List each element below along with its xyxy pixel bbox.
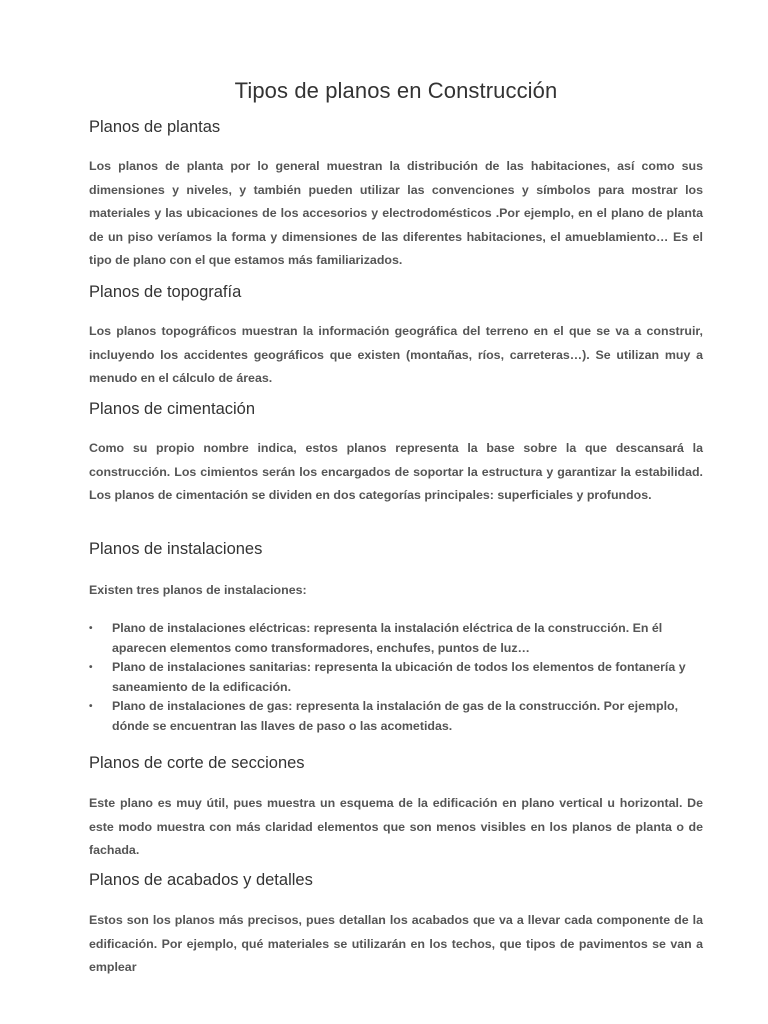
section-paragraph-topografia: Los planos topográficos muestran la información geográfica del terreno en el que se va a construir, incluyendo los accidentes geográficos que existen (montañas, ríos, carreteras…). Se utilizan muy a menudo en el cálculo de áreas. [89,324,703,385]
list-item-text: Plano de instalaciones eléctricas: representa la instalación eléctrica de la construcción. En él aparecen elementos como transformadores, enchufes, puntos de luz… [112,621,663,655]
section-heading-acabados: Planos de acabados y detalles [89,871,313,889]
list-item [89,697,703,736]
list-item-text: Plano de instalaciones sanitarias: representa la ubicación de todos los elementos de fontanería y saneamiento de la edificación. [112,660,686,694]
section-heading-instalaciones: Planos de instalaciones [89,540,263,558]
bullet-icon: • [89,701,93,712]
section-paragraph-corte-secciones: Este plano es muy útil, pues muestra un esquema de la edificación en plano vertical u horizontal. De este modo muestra con más claridad elementos que son menos visibles en los planos de planta o de fachada. [89,796,703,857]
section-heading-plantas: Planos de plantas [89,118,221,136]
section-paragraph-acabados: Estos son los planos más precisos, pues detallan los acabados que va a llevar cada componente de la edificación. Por ejemplo, qué materiales se utilizarán en los techos, que tipos de pavimentos se van a emplear [89,913,703,974]
list-item-text: Plano de instalaciones de gas: representa la instalación de gas de la construcción. Por ejemplo, dónde se encuentran las llaves de paso o las acometidas. [112,699,679,733]
list-item [89,619,703,658]
page-title: Tipos de planos en Construcción [234,78,558,103]
section-paragraph-instalaciones: Existen tres planos de instalaciones: [89,583,307,597]
list-item [89,658,703,697]
section-heading-corte-secciones: Planos de corte de secciones [89,754,305,772]
bullet-icon: • [89,662,93,673]
section-heading-topografia: Planos de topografía [89,283,242,301]
section-paragraph-cimentacion: Como su propio nombre indica, estos planos representa la base sobre la que descansará la construcción. Los cimientos serán los encargados de soportar la estructura y garantizar la estabilidad. Los planos de cimentación se dividen en dos categorías principales: superficiales y profundos. [89,441,703,502]
bullet-icon: • [89,623,93,634]
section-paragraph-plantas: Los planos de planta por lo general muestran la distribución de las habitaciones, así como sus dimensiones y niveles, y también pueden utilizar las convenciones y símbolos para mostrar los materiales y las ubicaciones de los accesorios y electrodomésticos .Por ejemplo, en el plano de planta de un piso veríamos la forma y dimensiones de las diferentes habitaciones, el amueblamiento… Es el tipo de plano con el que estamos más familiarizados. [89,159,703,267]
instalaciones-bullet-list [89,619,703,736]
section-heading-cimentacion: Planos de cimentación [89,400,256,418]
